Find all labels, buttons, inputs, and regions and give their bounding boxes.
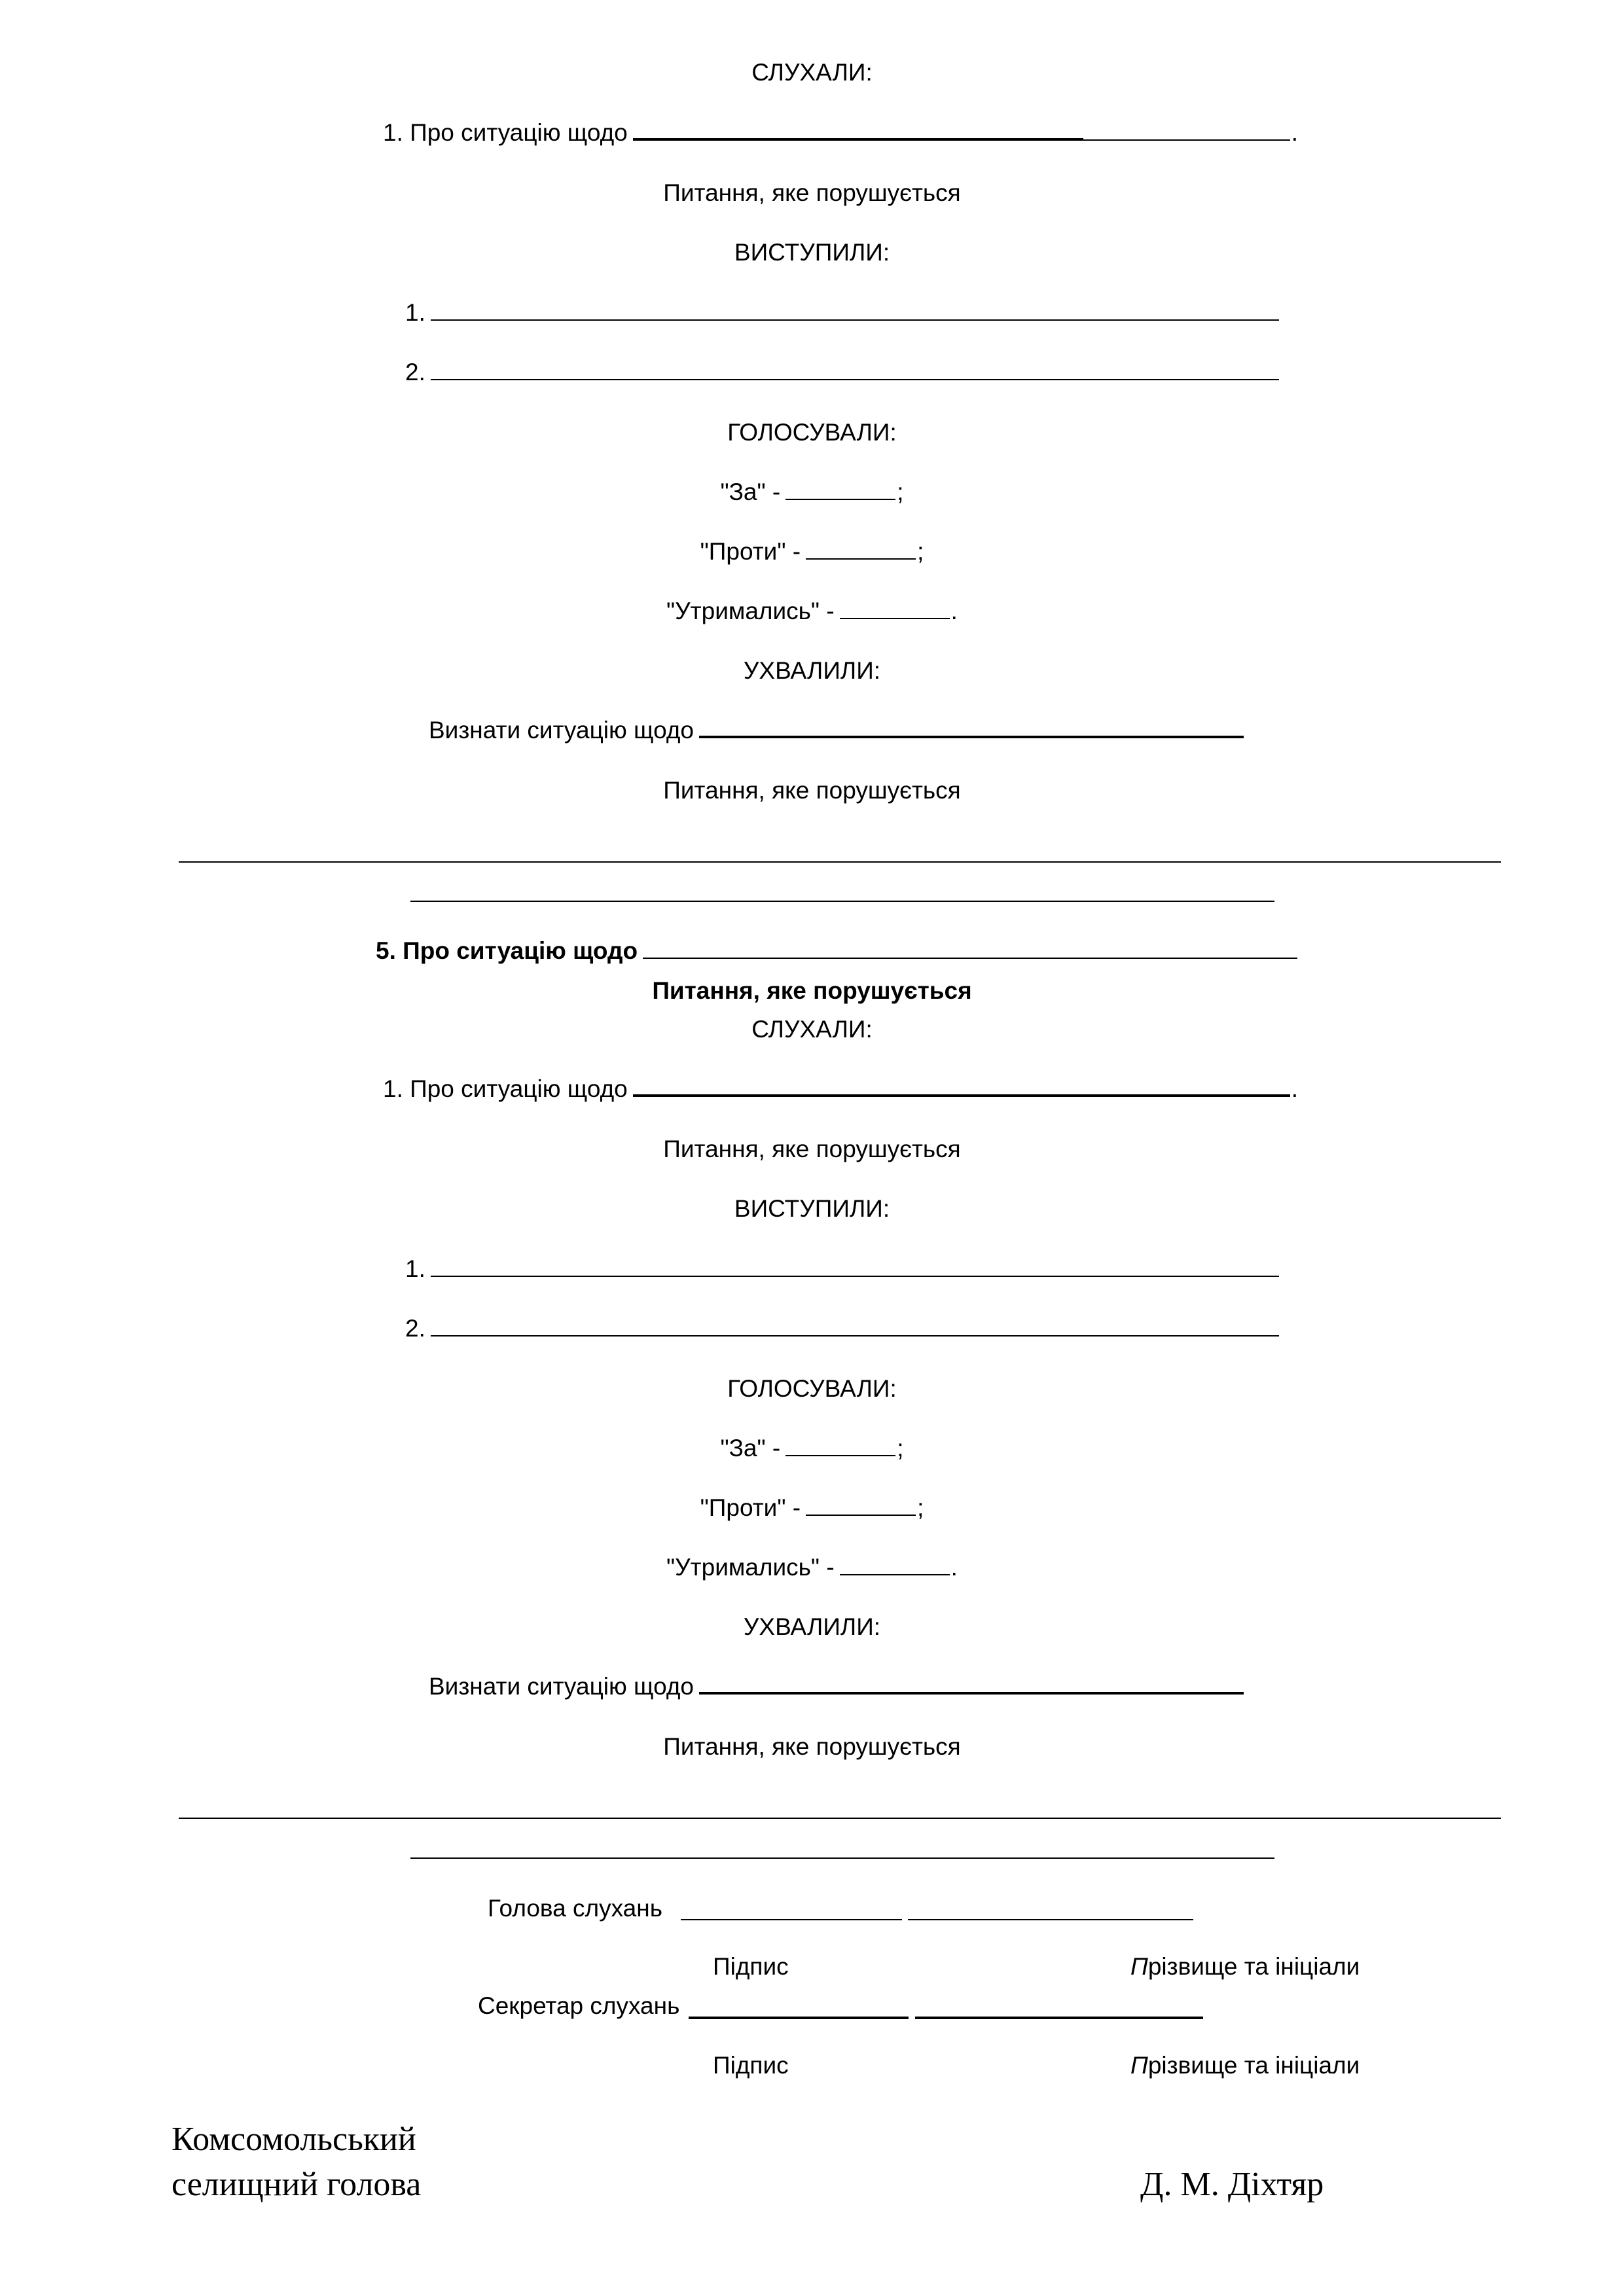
decision-text: Визнати ситуацію щодо (429, 717, 694, 744)
issue-caption: Питання, яке порушується (663, 179, 961, 206)
decision-blank (699, 1692, 1244, 1695)
heard-heading: СЛУХАЛИ: (751, 59, 873, 86)
speaker-line-1 (405, 1255, 1283, 1283)
speaker-number: 2. (405, 1315, 425, 1342)
heard-item-end: . (1291, 1075, 1299, 1102)
official-position-line-1: Комсомольський (171, 2121, 416, 2158)
official-position-line-2: селищний голова (171, 2166, 422, 2203)
chair-label: Голова слухань (488, 1895, 662, 1922)
chair-signature-line (681, 1919, 902, 1920)
speaker-blank (431, 379, 1279, 380)
decision-line (429, 1672, 1248, 1701)
name-caption (1130, 1952, 1360, 1981)
vote-abstained-end: . (950, 1554, 958, 1581)
heard-item-blank (633, 138, 1083, 141)
vote-against-line (0, 1494, 1624, 1522)
vote-for-end: ; (897, 1435, 904, 1462)
signature-caption: Підпис (713, 1953, 789, 1980)
signature-caption: Підпис (713, 2052, 789, 2079)
vote-for-label: "За" - (720, 1435, 781, 1462)
vote-against-label: "Проти" - (700, 1494, 801, 1521)
chair-name-line (908, 1919, 1193, 1920)
speaker-number: 2. (405, 359, 425, 386)
speaker-number: 1. (405, 299, 425, 326)
official-name: Д. М. Діхтяр (1140, 2166, 1324, 2203)
vote-abstained-blank (840, 1574, 950, 1575)
issue-caption: Питання, яке порушується (663, 1733, 961, 1760)
agenda-item-blank (643, 958, 1297, 959)
decided-heading: УХВАЛИЛИ: (743, 1613, 881, 1640)
vote-abstained-end: . (950, 598, 958, 624)
name-caption-initial: П (1130, 2052, 1148, 2079)
spoke-heading: ВИСТУПИЛИ: (734, 1195, 890, 1222)
name-caption-initial: П (1130, 1953, 1148, 1980)
voted-heading: ГОЛОСУВАЛИ: (727, 1375, 897, 1402)
vote-against-end: ; (917, 1494, 924, 1521)
separator-line-short (410, 1857, 1274, 1859)
decision-blank (699, 736, 1244, 738)
separator-line-short (410, 901, 1274, 902)
vote-for-blank (785, 499, 895, 500)
voted-heading: ГОЛОСУВАЛИ: (727, 419, 897, 446)
vote-for-line (0, 1434, 1624, 1463)
heard-heading: СЛУХАЛИ: (751, 1016, 873, 1043)
vote-against-blank (806, 1515, 916, 1516)
issue-caption: Питання, яке порушується (663, 1136, 961, 1162)
secretary-signature-line (689, 2017, 909, 2019)
vote-against-line (0, 537, 1624, 566)
vote-for-end: ; (897, 478, 904, 505)
decided-heading: УХВАЛИЛИ: (743, 657, 881, 684)
vote-against-blank (806, 558, 916, 560)
secretary-name-line (915, 2017, 1203, 2019)
heard-item-end: . (1291, 119, 1299, 146)
speaker-line-2 (405, 1314, 1283, 1343)
vote-for-line (0, 478, 1624, 507)
separator-line (179, 1818, 1501, 1819)
agenda-item-text: 5. Про ситуацію щодо (376, 937, 638, 964)
decision-text: Визнати ситуацію щодо (429, 1673, 694, 1700)
speaker-blank (431, 1276, 1279, 1277)
speaker-line-1 (405, 298, 1283, 327)
vote-abstained-line (0, 597, 1624, 626)
vote-abstained-label: "Утримались" - (666, 598, 835, 624)
decision-line (429, 716, 1248, 745)
heard-item-blank (633, 1094, 1290, 1097)
name-caption-rest: різвище та ініціали (1147, 1953, 1360, 1980)
vote-for-blank (785, 1455, 895, 1456)
spoke-heading: ВИСТУПИЛИ: (734, 239, 890, 266)
separator-line (179, 861, 1501, 863)
speaker-blank (431, 1335, 1279, 1336)
agenda-caption: Питання, яке порушується (652, 977, 972, 1004)
vote-abstained-label: "Утримались" - (666, 1554, 835, 1581)
heard-item-line (383, 118, 1298, 147)
heard-item-blank-extension (1083, 139, 1290, 141)
secretary-label: Секретар слухань (478, 1992, 680, 2019)
vote-abstained-line (0, 1553, 1624, 1582)
heard-item-text: 1. Про ситуацію щодо (383, 119, 628, 146)
speaker-line-2 (405, 358, 1283, 387)
vote-against-label: "Проти" - (700, 538, 801, 565)
issue-caption: Питання, яке порушується (663, 777, 961, 804)
heard-item-text: 1. Про ситуацію щодо (383, 1075, 628, 1102)
vote-abstained-blank (840, 618, 950, 619)
speaker-number: 1. (405, 1255, 425, 1282)
name-caption-rest: різвище та ініціали (1147, 2052, 1360, 2079)
vote-for-label: "За" - (720, 478, 781, 505)
speaker-blank (431, 319, 1279, 321)
agenda-item-line (376, 937, 1301, 965)
name-caption (1130, 2051, 1360, 2080)
vote-against-end: ; (917, 538, 924, 565)
heard-item-line (383, 1075, 1298, 1103)
